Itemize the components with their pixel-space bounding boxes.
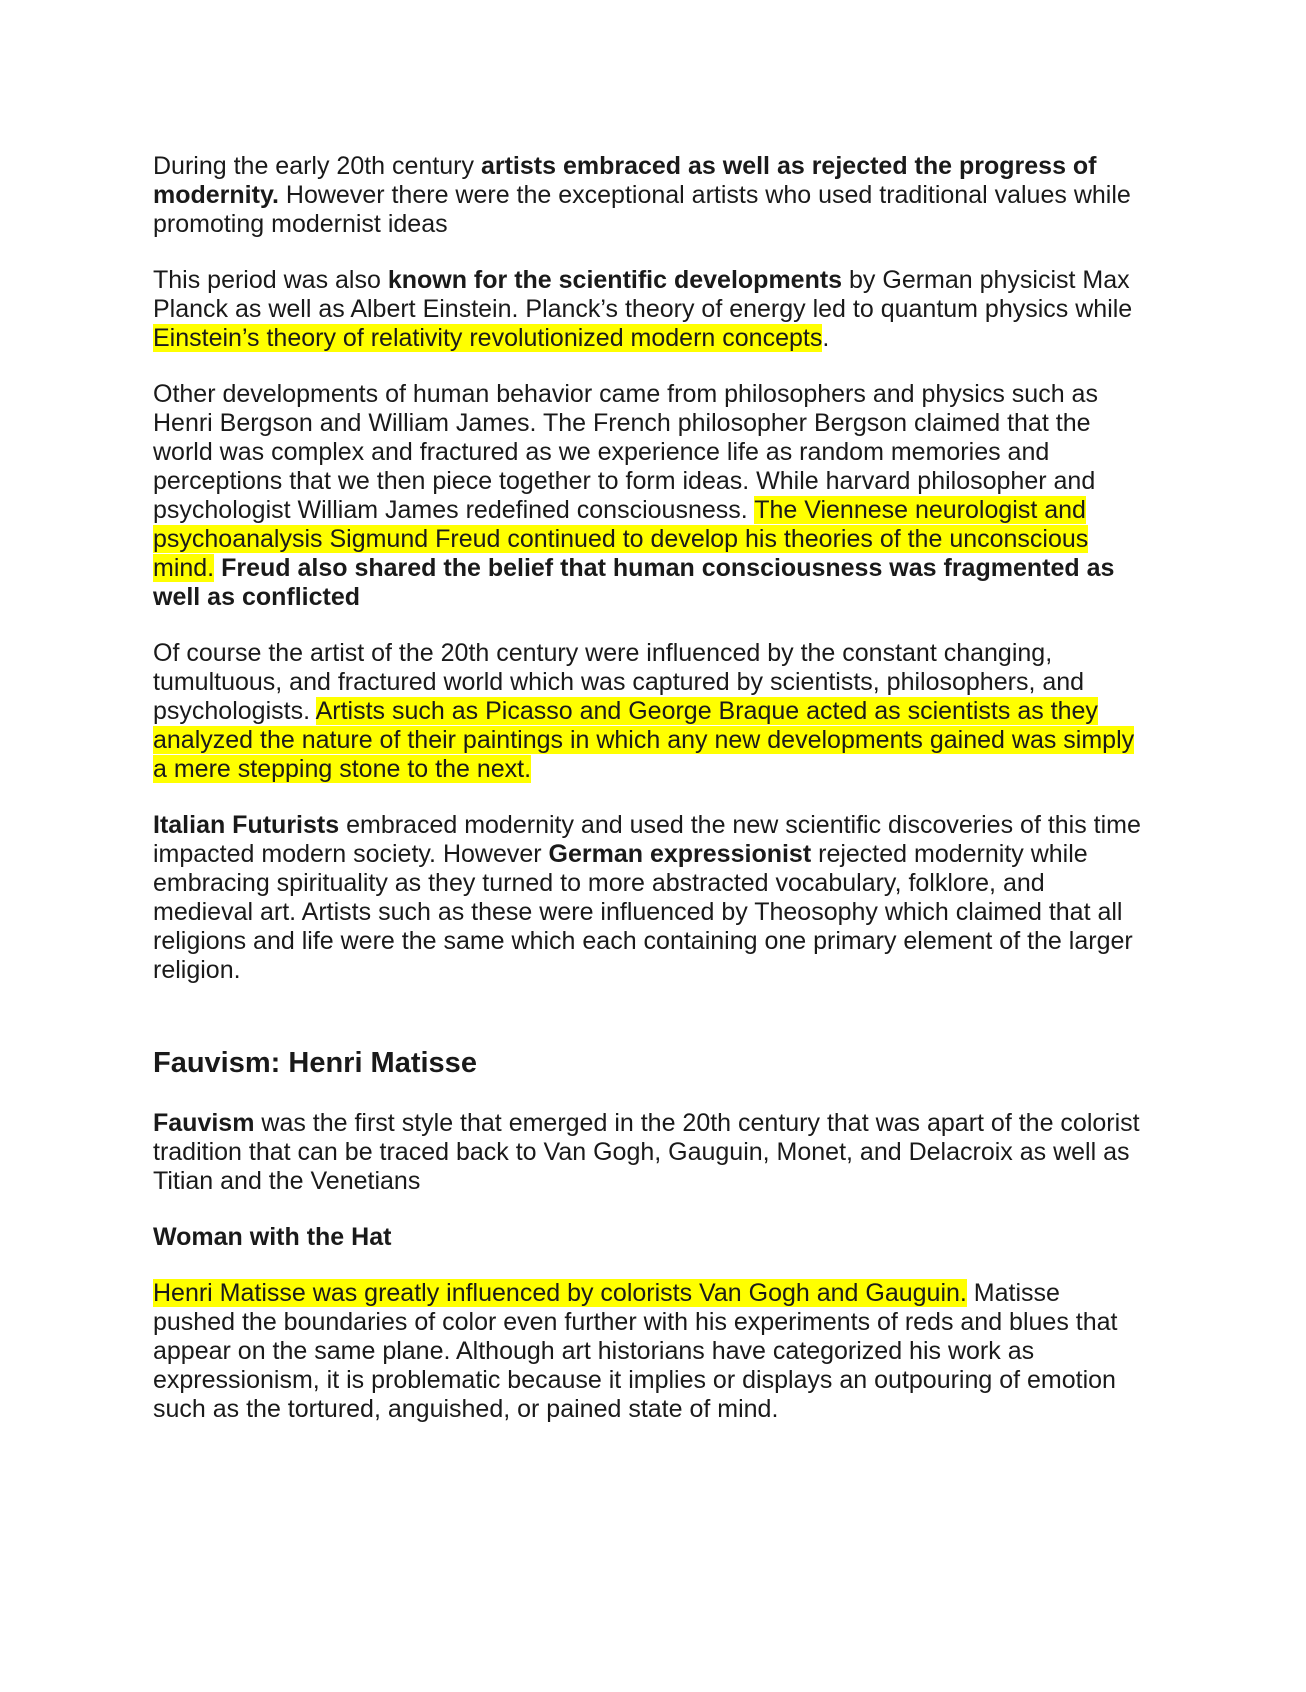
- text-run: Matisse pushed the boundaries of color even further with his experiments of reds and blues that appear on the same plane. Although art historians have categorized his work as expressionism, it is problematic because it implies or displays an outpouring of emotion such as the tortured, anguished, or pained state of mind.: [153, 1279, 1118, 1423]
- bold-text: Italian Futurists: [153, 811, 340, 839]
- paragraph: [153, 266, 1143, 353]
- text-run: During the early 20th century: [153, 152, 481, 180]
- paragraph: [153, 380, 1143, 612]
- bold-text: Fauvism: [153, 1109, 255, 1137]
- paragraph: [153, 811, 1143, 985]
- text-run: .: [822, 324, 830, 352]
- text-run: Other developments of human behavior came from philosophers and physics such as Henri Bergson and William James. The French philosopher Bergson claimed that the world was complex and fractured as we experience life as random memories and perceptions that we then piece together to form ideas. While harvard philosopher and psychologist William James redefined consciousness.: [153, 380, 1098, 524]
- paragraph: [153, 639, 1143, 784]
- highlighted-text: The Viennese neurologist and psychoanalysis Sigmund Freud continued to develop his theories of the unconscious mind.: [153, 496, 1089, 582]
- bold-text: Freud also shared the belief that human consciousness was fragmented as well as conflicted: [153, 554, 1115, 611]
- artwork-subheading: Woman with the Hat: [153, 1223, 392, 1251]
- text-run: However there were the exceptional artists who used traditional values while promoting modernist ideas: [153, 181, 1131, 238]
- paragraph: [153, 152, 1143, 239]
- text-run: was the first style that emerged in the 20th century that was apart of the colorist tradition that can be traced back to Van Gogh, Gauguin, Monet, and Delacroix as well as Titian and the Venetians: [153, 1109, 1140, 1195]
- section-intro-paragraph: [153, 1109, 1143, 1196]
- bold-text: German expressionist: [548, 840, 812, 868]
- bold-text: known for the scientific developments: [387, 266, 843, 294]
- highlighted-text: Artists such as Picasso and George Braque acted as scientists as they analyzed the nature of their paintings in which any new developments gained was simply a mere stepping stone to the next.: [153, 697, 1135, 783]
- text-run: embraced modernity and used the new scientific discoveries of this time impacted modern society. However: [153, 811, 1141, 868]
- text-run: Of course the artist of the 20th century were influenced by the constant changing, tumultuous, and fractured world which was captured by scientists, philosophers, and psychologists.: [153, 639, 1085, 725]
- bold-text: artists embraced as well as rejected the progress of modernity.: [153, 152, 1097, 209]
- highlighted-text: Henri Matisse was greatly influenced by colorists Van Gogh and Gauguin.: [153, 1279, 967, 1307]
- section-body-paragraph: [153, 1279, 1143, 1424]
- highlighted-text: Einstein’s theory of relativity revolutionized modern concepts: [153, 324, 823, 352]
- text-run: by German physicist Max Planck as well as Albert Einstein. Planck’s theory of energy led to quantum physics while: [153, 266, 1133, 323]
- text-run: rejected modernity while embracing spirituality as they turned to more abstracted vocabulary, folklore, and medieval art. Artists such as these were influenced by Theosophy which claimed that all religions and life were the same which each containing one primary element of the larger religion.: [153, 840, 1133, 984]
- section-heading: Fauvism: Henri Matisse: [153, 1047, 477, 1079]
- document-page: [153, 152, 1143, 1451]
- text-run: This period was also: [153, 266, 388, 294]
